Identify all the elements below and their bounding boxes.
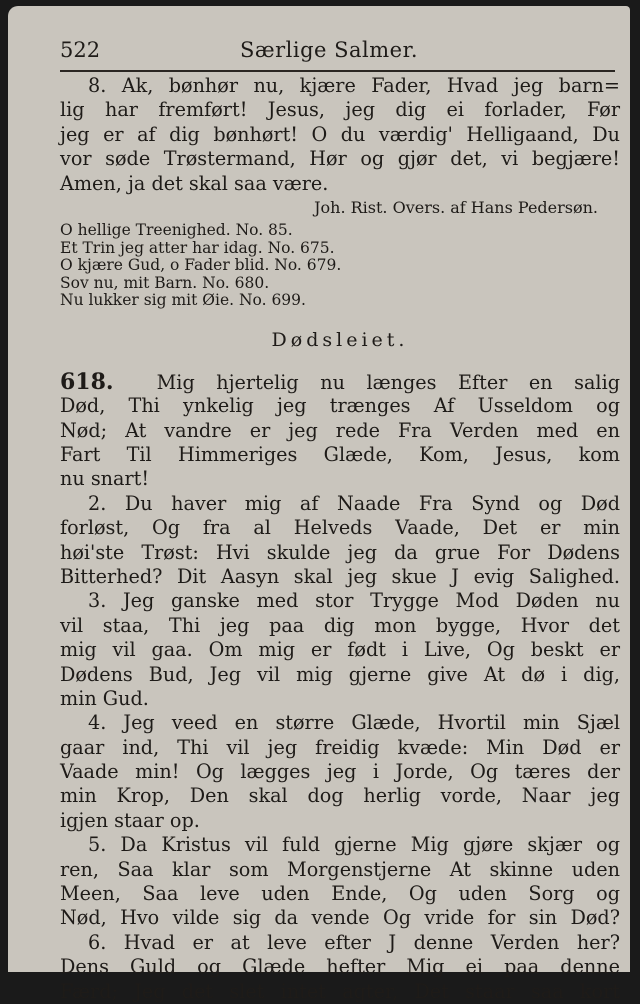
text-line: gaar ind, Thi vil jeg freidig kvæde: Min Død er	[60, 735, 620, 759]
text-line: Fart Til Himmeriges Glæde, Kom, Jesus, kom	[60, 443, 620, 467]
text-line: Amen, ja det skal saa være.	[60, 171, 329, 195]
first-line-text: Mig hjertelig nu længes Efter en salig	[156, 370, 620, 394]
reference-item: O hellige Treenighed. No. 85.	[60, 221, 293, 240]
page-header	[60, 36, 615, 72]
page-body	[60, 74, 620, 1004]
text-line: Færd; Jeg det slet intet agter, Det staar saa kort	[60, 979, 620, 1003]
text-line: Bitterhed? Dit Aasyn skal jeg skue J evig Salighed.	[60, 564, 620, 588]
reference-list	[60, 222, 620, 310]
page-number: 522	[60, 38, 101, 62]
text-line: Nød, Hvo vilde sig da vende Og vride for sin Død?	[60, 906, 620, 930]
text-line: jeg er af dig bønhørt! O du værdig' Helligaand, Du	[60, 122, 620, 146]
hymn-number: 618.	[60, 368, 114, 395]
hymn-attribution: Joh. Rist. Overs. af Hans Pedersøn.	[314, 197, 598, 217]
book-page	[8, 6, 630, 1003]
reference-item: Sov nu, mit Barn. No. 680.	[60, 273, 270, 292]
text-line: 4. Jeg veed en større Glæde, Hvortil min Sjæl	[88, 711, 620, 735]
text-line: Vaade min! Og lægges jeg i Jorde, Og tæres der	[60, 760, 620, 784]
hymn-618	[60, 370, 620, 1004]
text-line: 3. Jeg ganske med stor Trygge Mod Døden nu	[88, 589, 620, 613]
section-title: Dødsleiet.	[271, 328, 409, 351]
text-line: mig vil gaa. Om mig er født i Live, Og beskt er	[60, 638, 620, 662]
text-line: 2. Du haver mig af Naade Fra Synd og Død	[88, 491, 620, 515]
text-line: lig har fremført! Jesus, jeg dig ei forlader, Før	[60, 98, 620, 122]
text-line: min Krop, Den skal dog herlig vorde, Naar jeg	[60, 784, 620, 808]
hymn-first-line	[60, 370, 620, 394]
verse-8	[60, 74, 620, 220]
text-line: ren, Saa klar som Morgenstjerne At skinne uden	[60, 857, 620, 881]
text-line: 6. Hvad er at leve efter J denne Verden her?	[88, 930, 620, 954]
text-line: 5. Da Kristus vil fuld gjerne Mig gjøre skjær og	[88, 833, 620, 857]
running-title: Særlige Salmer.	[240, 38, 419, 62]
text-line: min Gud.	[60, 686, 149, 710]
text-line: Nød; At vandre er jeg rede Fra Verden med en	[60, 418, 620, 442]
text-line: forløst, Og fra al Helveds Vaade, Det er min	[60, 516, 620, 540]
reference-item: Et Trin jeg atter har idag. No. 675.	[60, 238, 335, 257]
text-line: 8. Ak, bønhør nu, kjære Fader, Hvad jeg barn=	[88, 74, 620, 97]
text-line: igjen staar op.	[60, 808, 200, 832]
text-line: Dødens Bud, Jeg vil mig gjerne give At dø i dig,	[60, 662, 620, 686]
text-line: vor søde Trøstermand, Hør og gjør det, vi begjære!	[60, 147, 620, 171]
text-line: nu snart!	[60, 467, 150, 491]
text-line: Meen, Saa leve uden Ende, Og uden Sorg og	[60, 882, 620, 906]
text-line: vil staa, Thi jeg paa dig mon bygge, Hvor det	[60, 613, 620, 637]
text-line: høi'ste Trøst: Hvi skulde jeg da grue For Dødens	[60, 540, 620, 564]
text-line: Dens Guld og Glæde hefter Mig ei paa denne	[60, 955, 620, 979]
reference-item: O kjære Gud, o Fader blid. No. 679.	[60, 256, 342, 275]
text-line: Død, Thi ynkelig jeg trænges Af Usseldom og	[60, 394, 620, 418]
reference-item: Nu lukker sig mit Øie. No. 699.	[60, 291, 306, 310]
